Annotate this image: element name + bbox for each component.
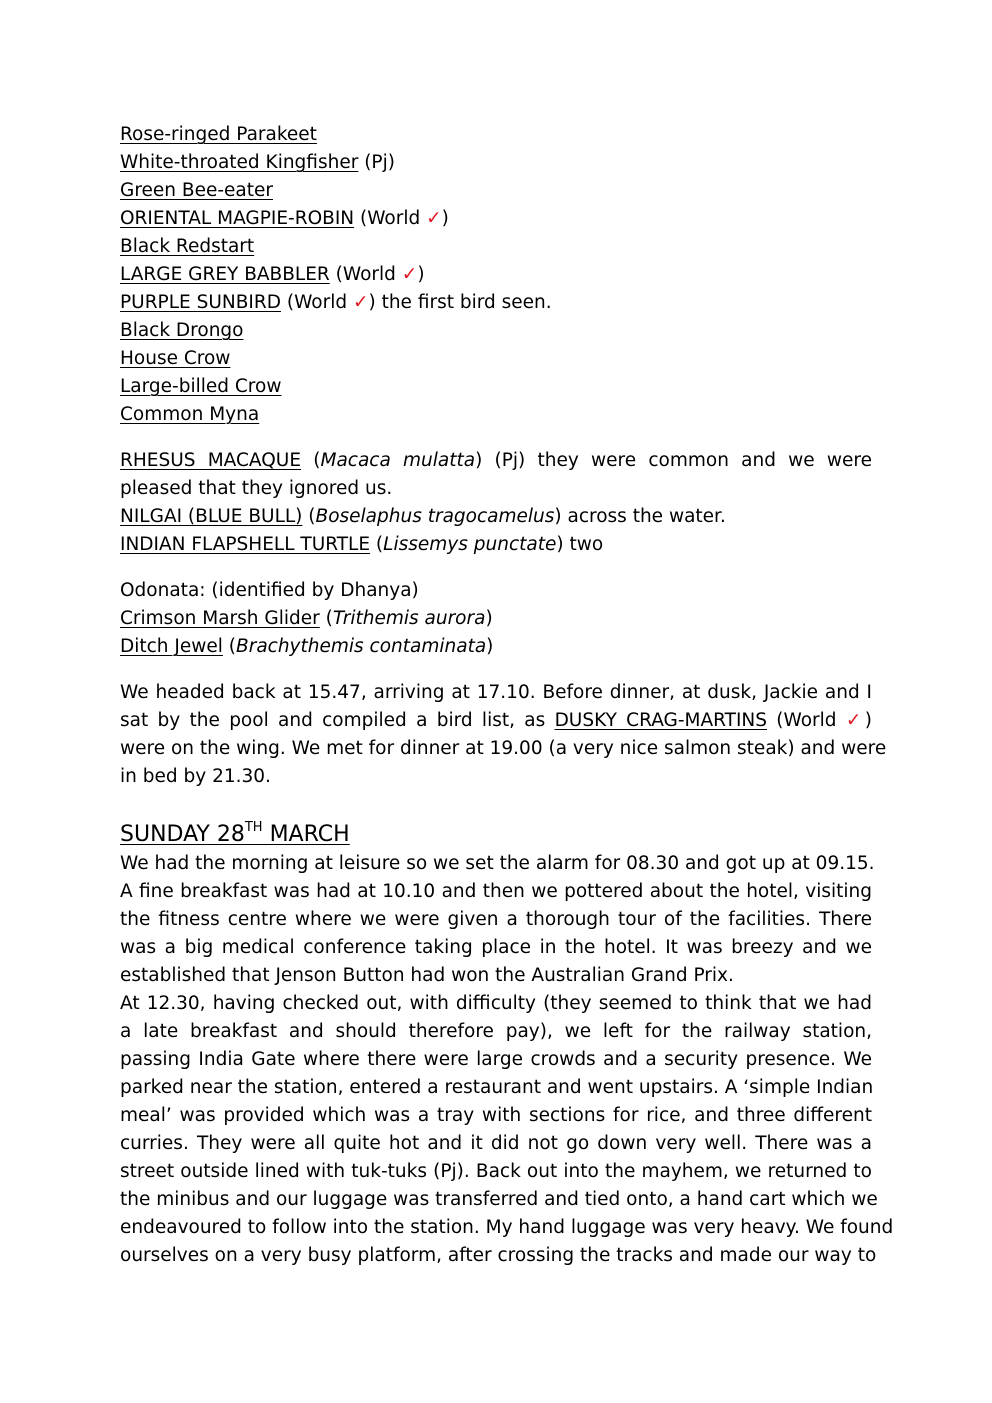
text-line: was a big medical conference taking place in the hotel. It was breezy and we bbox=[120, 937, 872, 958]
text-line: a late breakfast and should therefore pay), we left for the railway station, bbox=[120, 1021, 872, 1042]
list-item bbox=[120, 633, 872, 661]
list-item bbox=[120, 233, 872, 261]
checkmark-icon: ✓ bbox=[401, 264, 418, 285]
species-name: Black Redstart bbox=[120, 236, 255, 257]
list-item bbox=[120, 345, 872, 373]
list-item bbox=[120, 289, 872, 317]
paren-open: ( bbox=[222, 636, 237, 657]
text-line: parked near the station, entered a restaurant and went upstairs. A ‘simple Indian bbox=[120, 1077, 874, 1098]
species-note: ) two bbox=[556, 534, 604, 555]
species-note: ) (Pj) they were common and we were bbox=[475, 450, 872, 471]
latin-name: Trithemis aurora bbox=[332, 608, 486, 629]
text-line: We headed back at 15.47, arriving at 17.10. Before dinner, at dusk, Jackie and I bbox=[120, 682, 872, 703]
species-note: (World bbox=[354, 208, 427, 229]
species-name: NILGAI (BLUE BULL) bbox=[120, 506, 303, 527]
list-item bbox=[120, 373, 872, 401]
checkmark-icon: ✓ bbox=[352, 292, 369, 313]
species-note: ) across the water. bbox=[554, 506, 726, 527]
text-line: the fitness centre where we were given a thorough tour of the facilities. There bbox=[120, 909, 872, 930]
paren-close: ) bbox=[486, 636, 494, 657]
species-name: White-throated Kingfisher bbox=[120, 152, 359, 173]
species-name: LARGE GREY BABBLER bbox=[120, 264, 330, 285]
species-note: (World bbox=[329, 264, 402, 285]
species-note: (Pj) bbox=[358, 152, 395, 173]
list-item bbox=[120, 177, 872, 205]
list-item bbox=[120, 149, 872, 177]
document-page bbox=[120, 121, 894, 1270]
heading-ordinal: TH bbox=[244, 820, 263, 835]
species-note-end: ) bbox=[864, 710, 872, 731]
species-name: Crimson Marsh Glider bbox=[120, 608, 320, 629]
list-item bbox=[120, 531, 872, 559]
species-name: ORIENTAL MAGPIE-ROBIN bbox=[120, 208, 355, 229]
paren-open: ( bbox=[302, 506, 316, 527]
species-name: DUSKY CRAG-MARTINS bbox=[554, 710, 767, 731]
latin-name: Lissemys punctate bbox=[383, 534, 557, 555]
species-name: Large-billed Crow bbox=[120, 376, 282, 397]
paren-close: ) bbox=[485, 608, 493, 629]
odonata-list bbox=[120, 577, 872, 661]
species-name: House Crow bbox=[120, 348, 231, 369]
text-line: A fine breakfast was had at 10.10 and then we pottered about the hotel, visiting bbox=[120, 881, 872, 902]
latin-name: Macaca mulatta bbox=[320, 450, 476, 471]
heading-text bbox=[120, 822, 350, 847]
bird-list bbox=[120, 121, 872, 429]
species-name: Green Bee-eater bbox=[120, 180, 273, 201]
text-line: passing India Gate where there were large crowds and a security presence. We bbox=[120, 1049, 872, 1070]
text-line: meal’ was provided which was a tray with sections for rice, and three different bbox=[120, 1105, 872, 1126]
text-line bbox=[120, 707, 872, 735]
species-note-end: ) the first bird seen. bbox=[368, 292, 552, 313]
list-item bbox=[120, 503, 872, 531]
heading-month: MARCH bbox=[262, 822, 350, 847]
paren-open: ( bbox=[301, 450, 321, 471]
mammal-list bbox=[120, 447, 872, 559]
species-note: (World bbox=[280, 292, 353, 313]
text-line: the minibus and our luggage was transferred and tied onto, a hand cart which we bbox=[120, 1189, 878, 1210]
text-line: We had the morning at leisure so we set the alarm for 08.30 and got up at 09.15. bbox=[120, 853, 875, 874]
list-item bbox=[120, 447, 872, 475]
list-item bbox=[120, 401, 872, 429]
list-item bbox=[120, 261, 872, 289]
species-name: PURPLE SUNBIRD bbox=[120, 292, 281, 313]
species-note: (World bbox=[767, 710, 846, 731]
text-fragment: sat by the pool and compiled a bird list, as bbox=[120, 710, 555, 731]
latin-name: Brachythemis contaminata bbox=[236, 636, 487, 657]
species-name: INDIAN FLAPSHELL TURTLE bbox=[120, 534, 371, 555]
list-item bbox=[120, 205, 872, 233]
paren-open: ( bbox=[319, 608, 333, 629]
text-line: endeavoured to follow into the station. My hand luggage was very heavy. We found bbox=[120, 1217, 894, 1238]
species-name: Rose-ringed Parakeet bbox=[120, 124, 317, 145]
text-line: At 12.30, having checked out, with difficulty (they seemed to think that we had bbox=[120, 993, 872, 1014]
text-line: street outside lined with tuk-tuks (Pj). Back out into the mayhem, we returned to bbox=[120, 1161, 872, 1182]
species-name: RHESUS MACAQUE bbox=[120, 450, 302, 471]
section-heading bbox=[120, 813, 872, 850]
list-item bbox=[120, 605, 872, 633]
section-label: Odonata: (identified by Dhanya) bbox=[120, 580, 419, 601]
evening-paragraph bbox=[120, 679, 887, 791]
text-line: curries. They were all quite hot and it did not go down very well. There was a bbox=[120, 1133, 872, 1154]
species-name: Ditch Jewel bbox=[120, 636, 223, 657]
list-item-continuation: pleased that they ignored us. bbox=[120, 478, 393, 499]
paren-open: ( bbox=[370, 534, 384, 555]
sunday-paragraph bbox=[120, 850, 894, 1270]
checkmark-icon: ✓ bbox=[426, 208, 442, 229]
species-name: Black Drongo bbox=[120, 320, 244, 341]
text-line: in bed by 21.30. bbox=[120, 766, 271, 787]
heading-date: SUNDAY 28 bbox=[120, 822, 245, 847]
checkmark-icon: ✓ bbox=[845, 710, 865, 731]
text-line: established that Jenson Button had won the Australian Grand Prix. bbox=[120, 965, 734, 986]
species-name: Common Myna bbox=[120, 404, 260, 425]
text-line: were on the wing. We met for dinner at 19.00 (a very nice salmon steak) and were bbox=[120, 738, 887, 759]
species-note-end: ) bbox=[441, 208, 449, 229]
text-line: ourselves on a very busy platform, after crossing the tracks and made our way to bbox=[120, 1245, 877, 1266]
latin-name: Boselaphus tragocamelus bbox=[315, 506, 555, 527]
list-item bbox=[120, 317, 872, 345]
species-note-end: ) bbox=[417, 264, 425, 285]
list-item bbox=[120, 121, 872, 149]
